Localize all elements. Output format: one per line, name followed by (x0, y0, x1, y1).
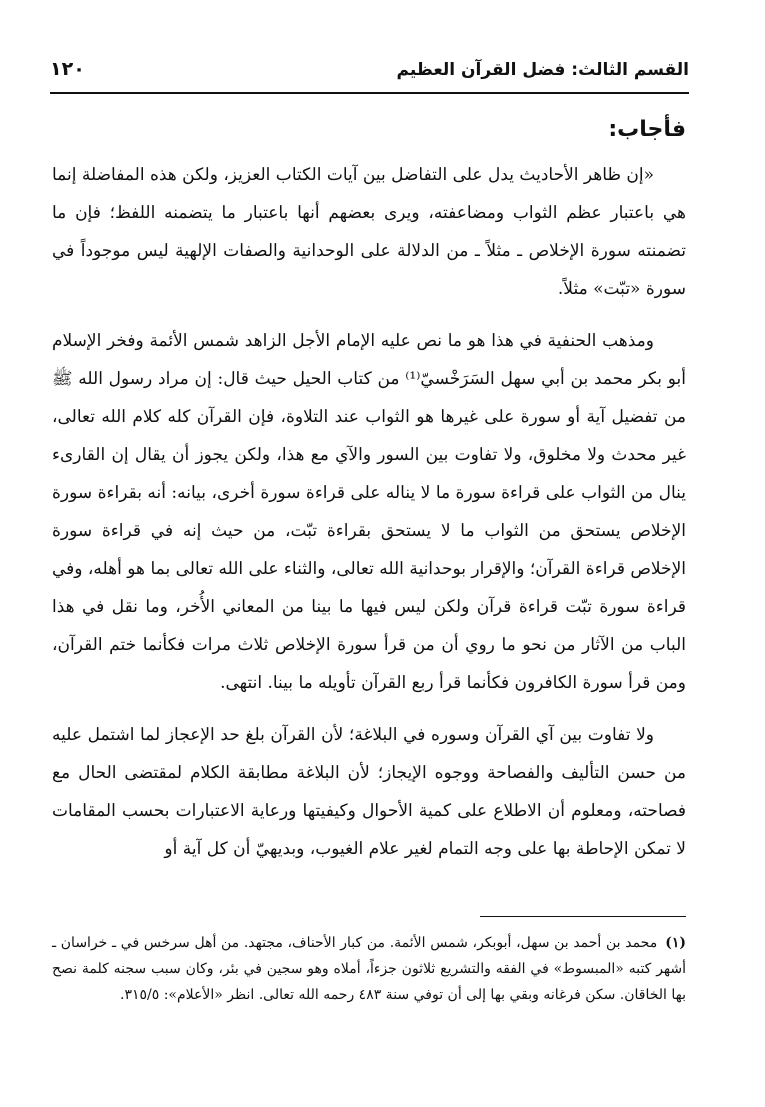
footnote-rule (480, 916, 686, 917)
running-header (50, 58, 689, 88)
paragraph-1: «إن ظاهر الأحاديث يدل على التفاضل بين آيات الكتاب العزيز، ولكن هذه المفاضلة إنما هي باعتبار عظم الثواب ومضاعفته، ويرى بعضهم أنها باعتبار ما يتضمنه اللفظ؛ فإن ما تضمنته سورة الإخلاص ـ مثلاً ـ من الدلالة على الوحدانية والصفات الإلهية ليس موجوداً في سورة «تبّت» مثلاً. (52, 165, 686, 299)
header-rule (50, 92, 689, 94)
footnote-text: محمد بن أحمد بن سهل، أبوبكر، شمس الأئمة. من كبار الأحناف، مجتهد. من أهل سرخس في ـ خراسان ـ أشهر كتبه «المبسوط» في الفقه والتشريع ثلاثون جزءاً، أملاه وهو سجين في بئر، وكان سبب سجنه كلمة نصح بها الخاقان. سكن فرغانه وبقي بها إلى أن توفي سنة ٤٨٣ رحمه الله تعالى. انظر «الأعلام»: ٣١٥/٥. (52, 935, 686, 1003)
page-number: ١٢٠ (50, 58, 85, 80)
main-text (52, 112, 686, 882)
footnote (52, 930, 686, 1008)
footnote-marker: (١) (665, 935, 686, 951)
section-title: القسم الثالث: فضل القرآن العظيم (396, 60, 689, 80)
paragraph-2: ومذهب الحنفية في هذا هو ما نص عليه الإمام الأجل الزاهد شمس الأئمة وفخر الإسلام أبو بكر محمد بن أبي سهل السَرَخْسيّ⁽¹⁾ من كتاب الحيل حيث قال: إن مراد رسول الله ﷺ من تفضيل آية أو سورة على غيرها هو الثواب عند التلاوة، فإن القرآن كله كلام الله تعالى، غير محدث ولا مخلوق، ولا تفاوت بين السور والآي مع هذا، ولكن يجوز أن يقال إن القارىء ينال من الثواب على قراءة سورة ما لا يناله على قراءة سورة أخرى، بيانه: أنه بقراءة سورة الإخلاص يستحق من الثواب ما لا يستحق بقراءة تبّت، من حيث إنه في قراءة سورة الإخلاص قراءة القرآن؛ والإقرار بوحدانية الله تعالى، والثناء على الله تعالى بما هو أهله، وفي قراءة سورة تبّت قراءة قرآن ولكن ليس فيها ما بينا من المعاني الأُخر، وما نقل في هذا الباب من الآثار من نحو ما روي أن من قرأ سورة الإخلاص ثلاث مرات فكأنما ختم القرآن، ومن قرأ سورة الكافرون فكأنما قرأ ربع القرآن تأويله ما بينا. انتهى. (52, 331, 686, 693)
paragraph-3: ولا تفاوت بين آي القرآن وسوره في البلاغة؛ لأن القرآن بلغ حد الإعجاز لما اشتمل عليه من حسن التأليف والفصاحة ووجوه الإيجاز؛ لأن البلاغة مطابقة الكلام لمقتضى الحال مع فصاحته، ومعلوم أن الاطلاع على كمية الأحوال وكيفيتها ورعاية الاعتبارات بحسب المقامات لا تمكن الإحاطة بها على وجه التمام لغير علام الغيوب، وبديهيّ أن كل آية أو (52, 725, 686, 859)
answer-heading: فأجاب: (608, 117, 686, 142)
